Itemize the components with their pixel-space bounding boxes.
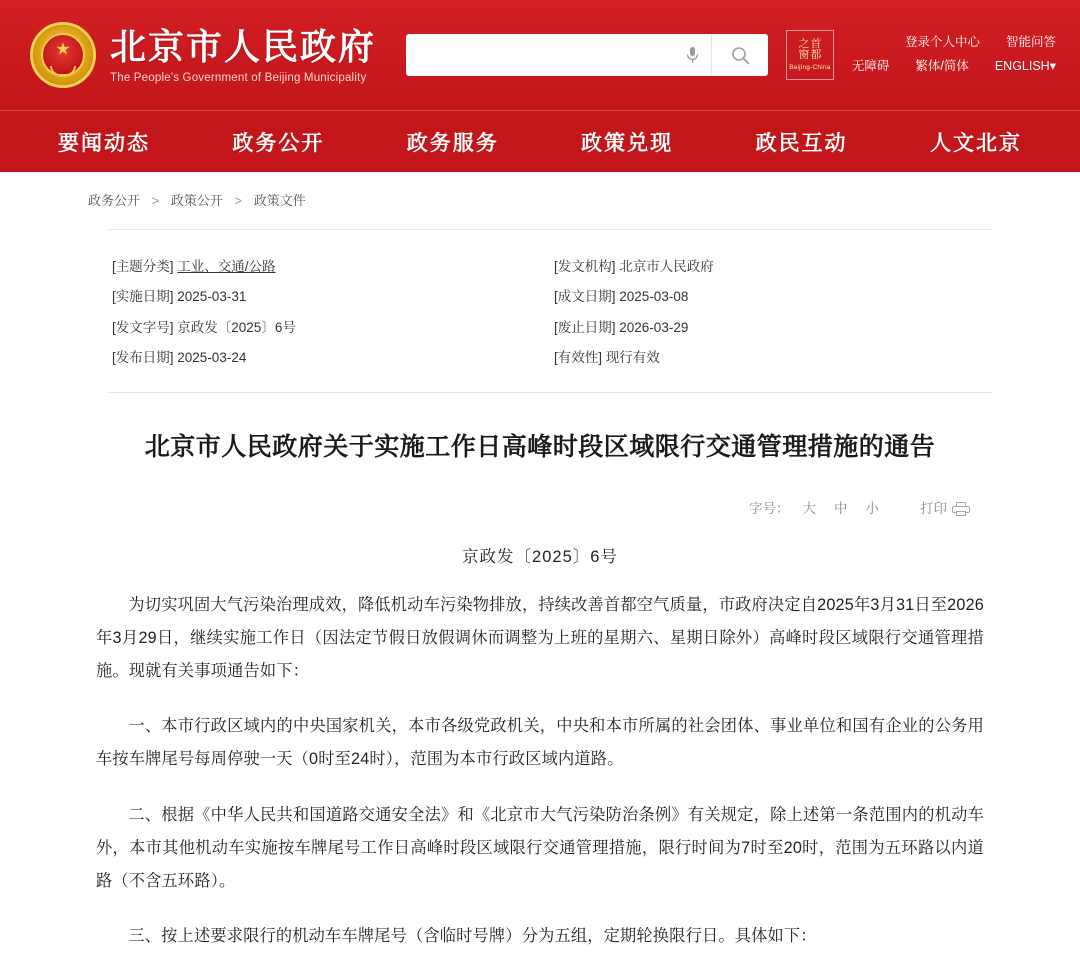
breadcrumb-item-2[interactable]: 政策文件 [253,193,306,208]
nav-item-policy[interactable]: 政策兑现 [581,131,674,155]
metadata-row-expiry-date [550,313,992,343]
document-toolbar [0,497,970,517]
smart-qa-link[interactable]: 智能问答 [1005,35,1056,50]
nav-item-gov-services[interactable]: 政务服务 [406,131,499,155]
metadata-value-subject[interactable]: 工业、交通/公路 [177,259,276,274]
font-size-large-button[interactable]: 大 [802,500,816,516]
site-title-block [110,26,376,84]
metadata-key-doc-number: [发文字号] [112,319,174,335]
font-size-medium-button[interactable]: 中 [834,500,848,516]
metadata-key-issuing-agency: [发文机构] [554,259,616,274]
beijing-logo-chars-2 [798,50,821,61]
traditional-simplified-link[interactable]: 繁体/简体 [915,59,969,73]
metadata-value-issuing-agency: 北京市人民政府 [619,259,714,274]
metadata-row-effective-date [108,282,550,312]
search-input[interactable] [406,35,674,75]
metadata-left-column [108,252,550,374]
print-label: 打印 [920,500,947,516]
print-button[interactable] [920,497,970,517]
document-paragraph-1: 一、本市行政区域内的中央国家机关，本市各级党政机关，中央和本市所属的社会团体、事业单位和国有企业的公务用车按车牌尾号每周停驶一天（0时至24时），范围为本市行政区域内道路。 [96,717,984,769]
metadata-key-expiry-date: [废止日期] [554,319,616,335]
main-nav [0,110,1080,172]
metadata-row-written-date [550,282,992,312]
site-header [0,0,1080,110]
header-links [852,31,1056,79]
printer-icon [952,502,970,516]
header-links-row-2 [852,55,1056,79]
emblem-star-icon: ★ [55,39,71,59]
metadata-key-effective-date: [实施日期] [112,289,174,305]
microphone-icon[interactable] [674,35,712,75]
metadata-value-effective-date: 2025-03-31 [177,289,247,305]
document-paragraph-0: 为切实巩固大气污染治理成效，降低机动车污染物排放，持续改善首都空气质量，市政府决定自2025年3月31日至2026年3月29日，继续实施工作日（因法定节假日放假调休而调整为上班的星期六、星期日除外）高峰时段区域限行交通管理措施。现就有关事项通告如下： [96,595,984,680]
site-subtitle: The People's Government of Beijing Municipality [110,72,367,85]
metadata-key-written-date: [成文日期] [554,289,616,305]
metadata-right-column [550,252,992,374]
english-label: ENGLISH [994,59,1050,73]
metadata-value-publish-date: 2025-03-24 [177,350,247,366]
metadata-value-written-date: 2025-03-08 [619,289,689,305]
document-number: 京政发〔2025〕6号 [462,547,618,566]
page-content [0,172,1080,973]
nav-item-news[interactable]: 要闻动态 [58,131,150,155]
chevron-down-icon: ▾ [1049,59,1056,73]
login-link[interactable]: 登录个人中心 [904,35,980,50]
document-paragraph-2: 二、根据《中华人民共和国道路交通安全法》和《北京市大气污染防治条例》有关规定，除上述第一条范围内的机动车外，本市其他机动车实施按车牌尾号工作日高峰时段区域限行交通管理措施，限行时间为7时至20时，范围为五环路以内道路（不含五环路）。 [96,805,984,890]
search-bar[interactable] [406,34,768,76]
metadata-row-issuing-agency [550,252,992,282]
site-title: 北京市人民政府 [110,25,377,67]
accessibility-link[interactable]: 无障碍 [851,59,890,73]
beijing-logo-char1: 之 [798,37,810,50]
metadata-key-validity: [有效性] [554,350,603,366]
font-size-small-button[interactable]: 小 [865,500,879,516]
breadcrumb-item-0[interactable]: 政务公开 [88,193,141,208]
metadata-key-subject: [主题分类] [112,259,174,274]
document-body [96,589,984,954]
font-size-label: 字号： [749,500,790,516]
breadcrumb-separator-0: > [151,193,160,208]
search-button[interactable] [712,35,768,75]
beijing-logo-char4: 都 [810,48,822,61]
header-right [786,30,1056,80]
metadata-value-validity: 现行有效 [605,350,660,366]
metadata-value-doc-number: 京政发〔2025〕6号 [177,319,296,335]
page-title: 北京市人民政府关于实施工作日高峰时段区域限行交通管理措施的通告 [144,432,936,461]
metadata-row-validity [550,343,992,373]
nav-item-culture[interactable]: 人文北京 [929,131,1022,155]
nav-item-gov-affairs[interactable]: 政务公开 [232,131,325,155]
metadata-value-expiry-date: 2026-03-29 [619,319,689,335]
header-links-row-1 [852,31,1056,55]
metadata-row-subject [108,252,550,282]
beijing-logo-char2: 首 [810,37,822,50]
metadata-key-publish-date: [发布日期] [112,350,174,366]
document-metadata [108,229,992,393]
national-emblem-icon [30,22,96,88]
breadcrumb-item-1[interactable]: 政策公开 [170,193,223,208]
metadata-row-doc-number [108,313,550,343]
breadcrumb-separator-1: > [234,193,243,208]
beijing-logo-en: Beijing-China [789,63,831,71]
nav-item-interaction[interactable]: 政民互动 [755,131,848,155]
metadata-row-publish-date [108,343,550,373]
english-link[interactable] [995,55,1056,79]
beijing-china-logo[interactable] [786,30,834,80]
breadcrumb [0,172,1080,223]
document-paragraph-3: 三、按上述要求限行的机动车车牌尾号（含临时号牌）分为五组，定期轮换限行日。具体如下： [128,927,817,946]
beijing-logo-char3: 窗 [798,48,810,61]
